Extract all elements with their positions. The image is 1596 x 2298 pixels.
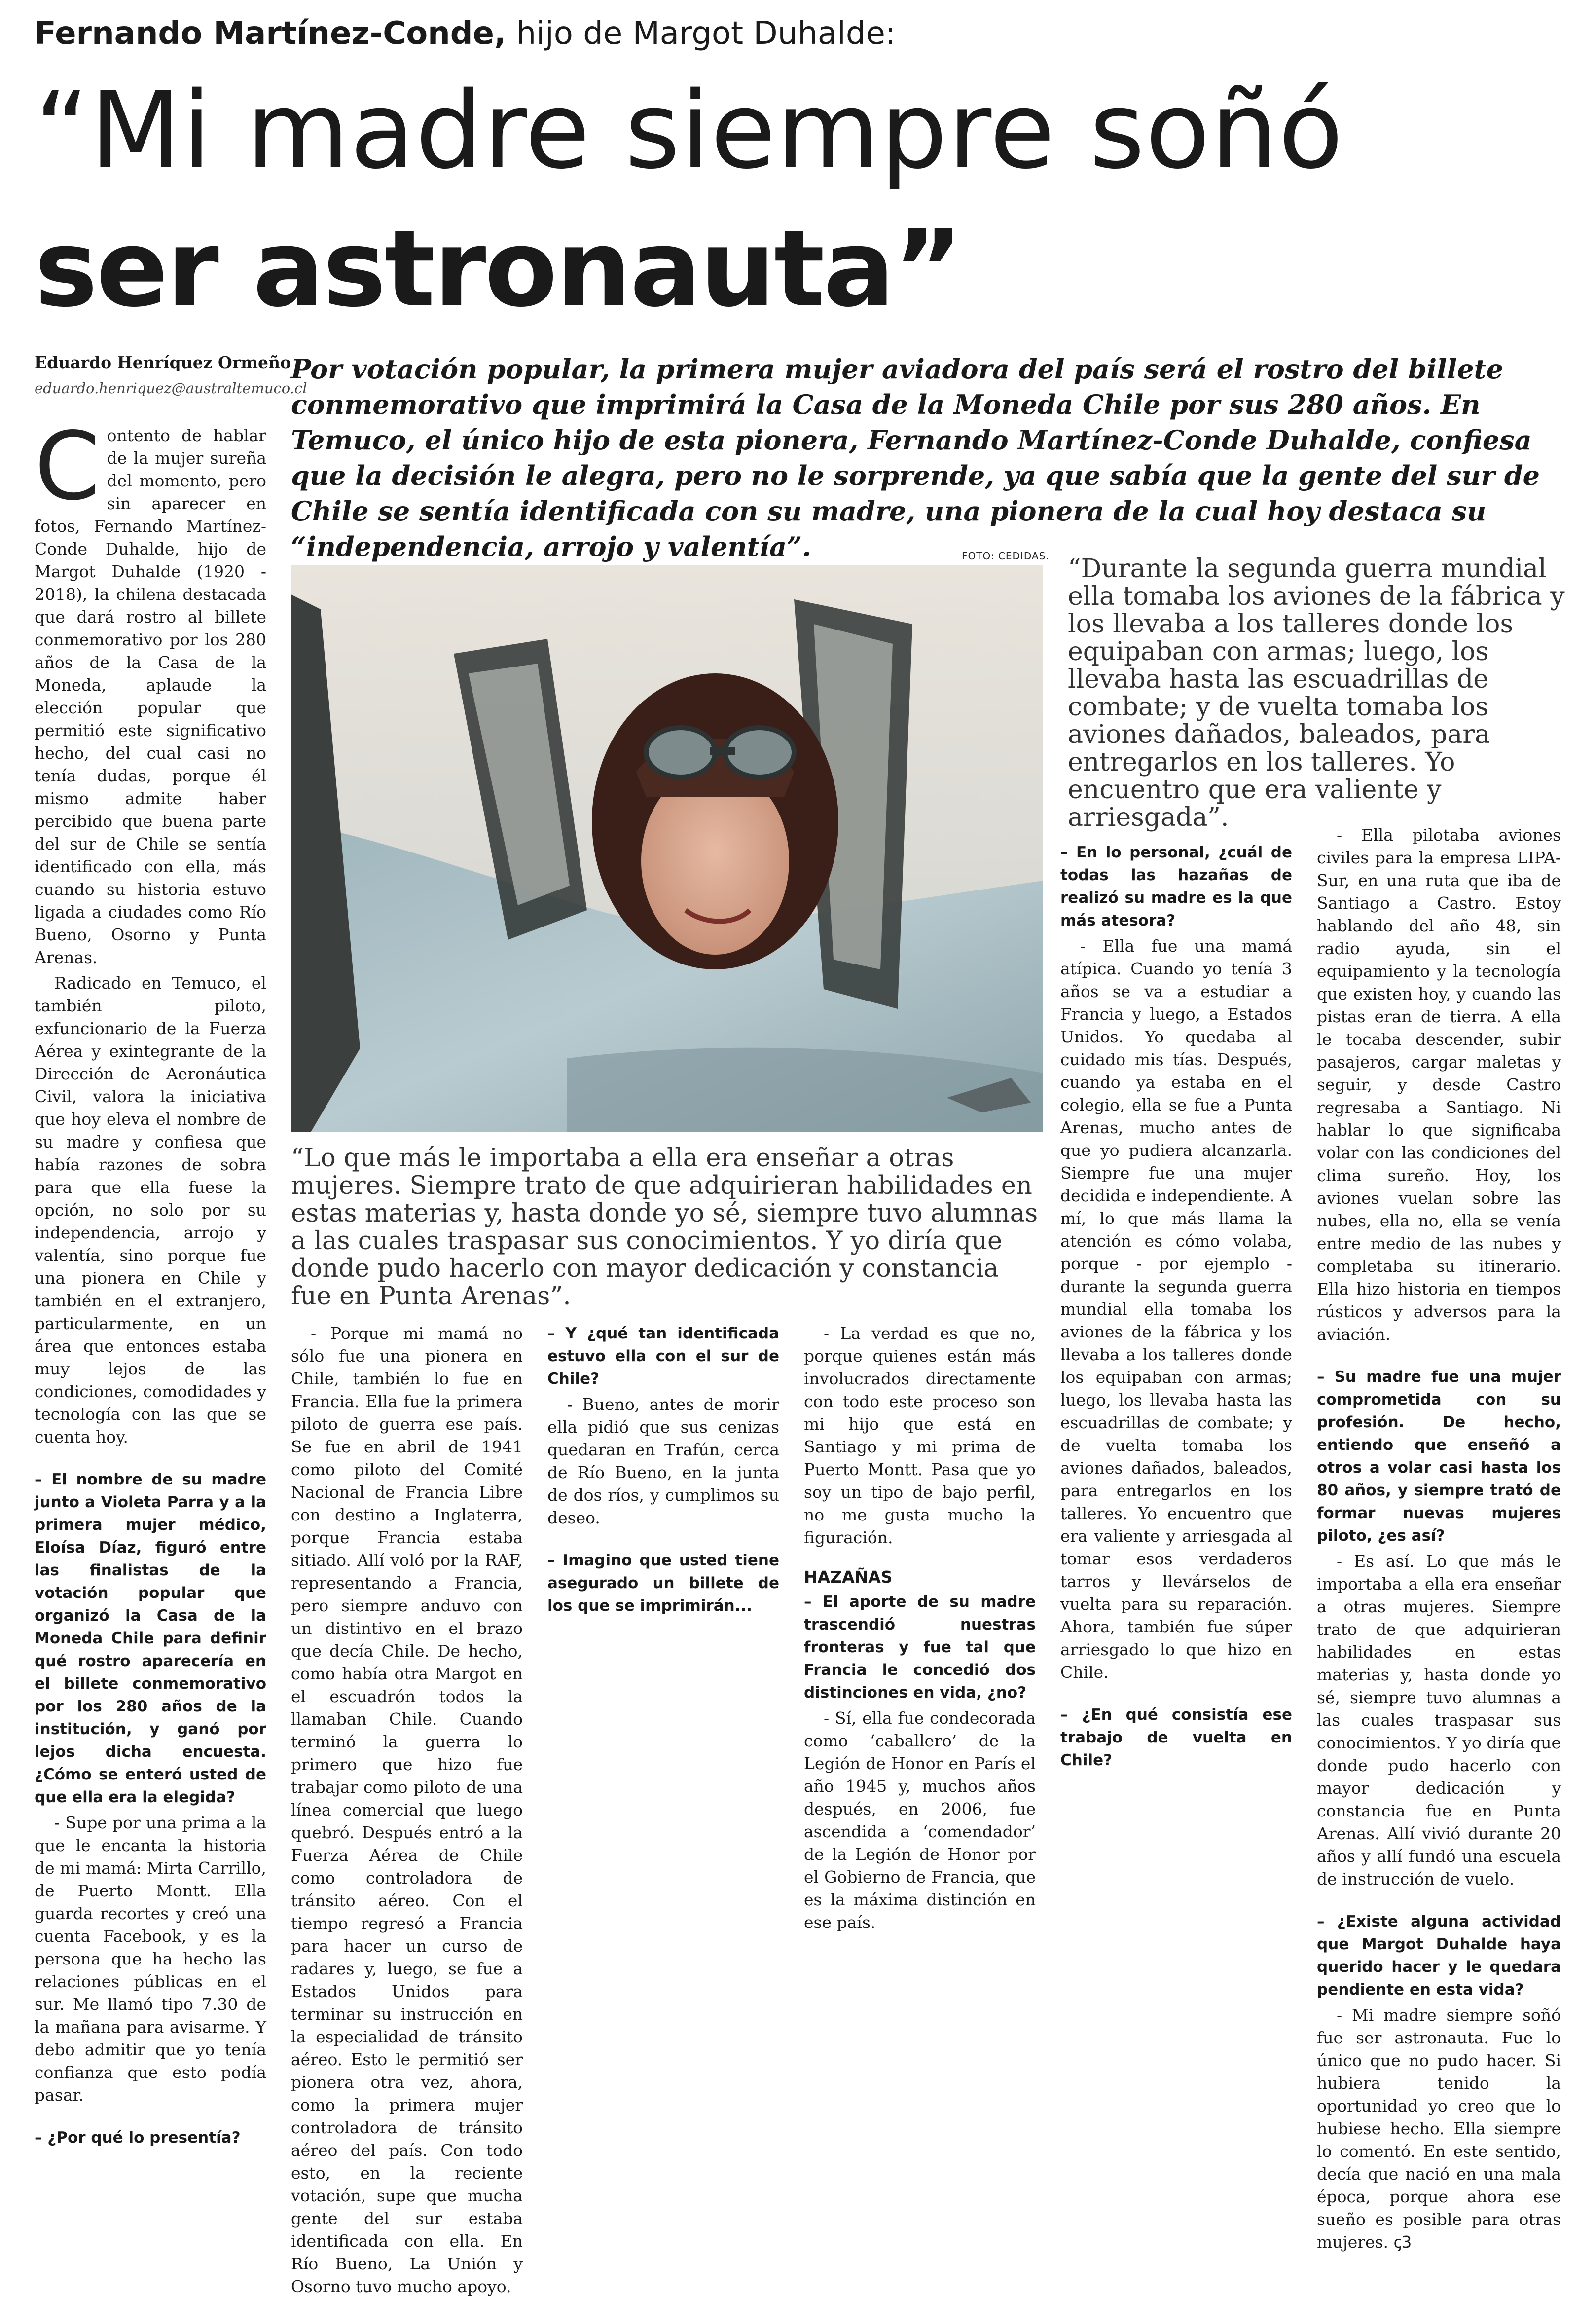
body-column-1 [35, 412, 266, 2152]
byline-email: eduardo.henriquez@australtemuco.cl [35, 380, 307, 397]
question-2: – ¿Por qué lo presentía? [35, 2129, 241, 2147]
headline-line-2: ser astronauta” [35, 207, 962, 331]
question-1: – El nombre de su madre junto a Violeta Parra y a la primera mujer médico, Eloísa Díaz, figuró entre las finalistas de la votación popular que organizó la Casa de la Moneda Chile para definir qué rostro aparecería en el billete conmemorativo por los 280 años de la institución, y ganó por lejos dicha encuesta. ¿Cómo se enteró usted de que ella era la elegida? [35, 1471, 266, 1806]
answer-9-text: - Mi madre siempre soñó fue ser astronauta. Fue lo único que no pudo hacer. Si hubiera tenido la oportunidad yo creo que lo hubiese hecho. Ella siempre lo comentó. En este sentido, decía que nació en una mala época, porque ahora ese sueño es posible para otras mujeres. [1317, 2005, 1561, 2252]
end-mark-icon: ꞔ3 [1393, 2232, 1412, 2252]
drop-cap: C [35, 412, 100, 521]
answer-1: - Supe por una prima a la que le encanta la historia de mi mamá: Mirta Carrillo, de Puerto Montt. Ella guarda recortes y creó una cuenta Facebook, y es la persona que ha hecho las relaciones públicas en el sur. Me llamó tipo 7.30 de la mañana para avisarme. Y debo admitir que yo tenía confianza que esto podía pasar. [35, 1813, 266, 2105]
lead-paragraph: Por votación popular, la primera mujer aviadora del país será el rostro del billete conmemorativo que imprimirá la Casa de la Moneda Chile por sus 280 años. En Temuco, el único hijo de esta pionera, Fernando Martínez-Conde Duhalde, confiesa que la decisión le alegra, pero no le sorprende, ya que sabía que la gente del sur de Chile se sentía identificada con su madre, una pionera de la cual hoy destaca su “independencia, arrojo y valentía”. [291, 353, 1540, 562]
answer-2: - Porque mi mamá no sólo fue una pionera en Chile, también lo fue en Francia. Ella fue la primera piloto de guerra ese país. Se fue en abril de 1941 como piloto del Comité Nacional de Francia Libre con destino a Inglaterra, porque Francia estaba sitiado. Allí voló por la RAF, representando a Francia, pero siempre anduvo con un distintivo en el brazo que decía Chile. De hecho, como había otra Margot en el escuadrón todos la llamaban Chile. Cuando terminó la guerra lo primero que hizo fue trabajar como piloto de una línea comercial que luego quebró. Después entró a la Fuerza Aérea de Chile como controladora de tránsito aéreo. Con el tiempo regresó a Francia para hacer un curso de radares y, luego, se fue a Estados Unidos para terminar su instrucción en la especialidad de tránsito aéreo. Esto le permitió ser pionera otra vez, ahora, como la primera mujer controladora de tránsito aéreo del país. Con todo esto, en la reciente votación, supe que mucha gente del sur estaba identificada con ella. En Río Bueno, La Unión y Osorno tuvo mucho apoyo. [291, 1324, 523, 2296]
question-6: – En lo personal, ¿cuál de todas las hazañas de realizó su madre es la que más atesora? [1060, 844, 1292, 929]
paragraph-2: Radicado en Temuco, el también piloto, exfuncionario de la Fuerza Aérea y exintegrante de la Dirección de Aeronáutica Civil, valora la iniciativa que hoy eleva el nombre de su madre y confiesa que había razones de sobra para que ella fuese la opción, no solo por su independencia, arrojo y valentía, sino porque fue una pionera en Chile y también en el extranjero, particularmente, en un área que entonces estaba muy lejos de las condiciones, comodidades y tecnología con las que se cuenta hoy. [35, 973, 266, 1446]
body-column-4 [804, 1322, 1036, 1937]
pull-quote-bottom: “Lo que más le importaba a ella era enseñar a otras mujeres. Siempre trato de que adquirieran habilidades en estas materias y, hasta donde yo sé, siempre tuvo alumnas a las cuales traspasar sus conocimientos. Y yo diría que donde pudo hacerlo con mayor dedicación y constancia fue en Punta Arenas”. [291, 1144, 1038, 1311]
section-heading: HAZAÑAS [804, 1567, 893, 1587]
answer-4: - La verdad es que no, porque quienes están más involucrados directamente con todo este proceso son mi hijo que está en Santiago y mi prima de Puerto Montt. Pasa que yo soy un tipo de bajo perfil, no me gusta mucho la figuración. [804, 1324, 1036, 1547]
kicker [35, 14, 896, 53]
question-5: – El aporte de su madre trascendió nuestras fronteras y fue tal que Francia le concedió dos distinciones en vida, ¿no? [804, 1593, 1036, 1702]
body-column-6 [1317, 824, 1561, 2257]
article-photo [291, 565, 1043, 1132]
photo-credit: FOTO: CEDIDAS. [962, 550, 1050, 562]
headline-line-1: “Mi madre siempre soñó [35, 69, 1344, 192]
question-8: – Su madre fue una mujer comprometida con su profesión. De hecho, entiendo que enseñó a otros a volar casi hasta los 80 años, y siempre trató de formar nuevas mujeres piloto, ¿es así? [1317, 1368, 1561, 1545]
body-column-3 [547, 1322, 779, 1620]
pilot-in-cockpit-illustration [291, 565, 1043, 1132]
answer-7: - Ella pilotaba aviones civiles para la empresa LIPA-Sur, en una ruta que iba de Santiago a Castro. Estoy hablando del año 48, sin radio ayuda, sin el equipamiento y la tecnología que existen hoy, y cuando las pistas eran de tierra. A ella le tocaba descender, subir pasajeros, cargar maletas y seguir, y desde Castro regresaba a Santiago. Ni hablar lo que significaba volar con las condiciones del clima sureño. Hoy, los aviones vuelan sobre las nubes, ella no, ella se venía entre medio de las nubes y completaba su itinerario. Ella hizo historia en tiempos rústicos y adversos para la aviación. [1317, 825, 1561, 1344]
pull-quote-right: “Durante la segunda guerra mundial ella tomaba los aviones de la fábrica y los llevaba a los talleres donde los equipaban con armas; luego, los llevaba hasta las escuadrillas de combate; y de vuelta tomaba los aviones dañados, baleados, para entregarlos en los talleres. Yo encuentro que era valiente y arriesgada”. [1068, 554, 1565, 832]
question-7: – ¿En qué consistía ese trabajo de vuelta en Chile? [1060, 1706, 1292, 1769]
byline-author: Eduardo Henríquez Ormeño [35, 353, 291, 372]
kicker-name: Fernando Martínez-Conde, [35, 15, 507, 52]
body-column-2 [291, 1322, 523, 2296]
intro-text: ontento de hablar de la mujer sureña del momento, pero sin aparecer en fotos, Fernando Martínez-Conde Duhalde, hijo de Margot Duhalde (1920 - 2018), la chilena destacada que dará rostro al billete conmemorativo por los 280 años de la Casa de la Moneda, aplaude la elección popular que permitió este significativo hecho, del cual casi no tenía dudas, porque él mismo admite haber percibido que buena parte del sur de Chile se sentía identificado con ella, más cuando su historia estuvo ligada a ciudades como Río Bueno, Osorno y Punta Arenas. [35, 426, 266, 967]
question-4: – Imagino que usted tiene asegurado un billete de los que se imprimirán... [547, 1552, 779, 1615]
answer-9 [1317, 2004, 1561, 2254]
question-9: – ¿Existe alguna actividad que Margot Duhalde haya querido hacer y le quedara pendiente en esta vida? [1317, 1913, 1561, 1999]
answer-5: - Sí, ella fue condecorada como ‘caballero’ de la Legión de Honor en París el año 1945 y, muchos años después, en 2006, fue ascendida a ‘comendador’ de la Legión de Honor por el Gobierno de Francia, que es la máxima distinción en ese país. [804, 1708, 1036, 1932]
answer-6: - Ella fue una mamá atípica. Cuando yo tenía 3 años se va a estudiar a Francia y luego, a Estados Unidos. Yo quedaba al cuidado mis tías. Después, cuando ya estaba en el colegio, ella se fue a Punta Arenas, mucho antes de que yo pudiera alcanzarla. Siempre fue una mujer decidida e independiente. A mí, lo que más llama la atención es cómo volaba, porque - por ejemplo - durante la segunda guerra mundial ella tomaba los aviones de la fábrica y los llevaba a los talleres donde los equipaban con armas; luego, los llevaba hasta las escuadrillas de combate; y de vuelta tomaba los aviones dañados, baleados, para entregarlos en los talleres. Yo encuentro que era valiente y arriesgada al tomar esos verdaderos tarros y llevárselos de vuelta para su reparación. Ahora, también fue súper arriesgado lo que hizo en Chile. [1060, 936, 1292, 1682]
answer-8: - Es así. Lo que más le importaba a ella era enseñar a otras mujeres. Siempre trato de que adquirieran habilidades en estas materias y, hasta donde yo sé, siempre tuvo alumnas a las cuales traspasar sus conocimientos. Y yo diría que donde pudo hacerlo con mayor dedicación y constancia fue en Punta Arenas. Allí vivió durante 20 años y allí fundó una escuela de instrucción de vuelo. [1317, 1552, 1561, 1889]
answer-3: - Bueno, antes de morir ella pidió que sus cenizas quedaran en Trafún, cerca de Río Bueno, en la junta de dos ríos, y cumplimos su deseo. [547, 1395, 779, 1527]
question-3: – Y ¿qué tan identificada estuvo ella con el sur de Chile? [547, 1325, 779, 1388]
intro-paragraph [35, 412, 266, 969]
body-column-5 [1060, 841, 1292, 1775]
kicker-rest: hijo de Margot Duhalde: [506, 15, 896, 52]
